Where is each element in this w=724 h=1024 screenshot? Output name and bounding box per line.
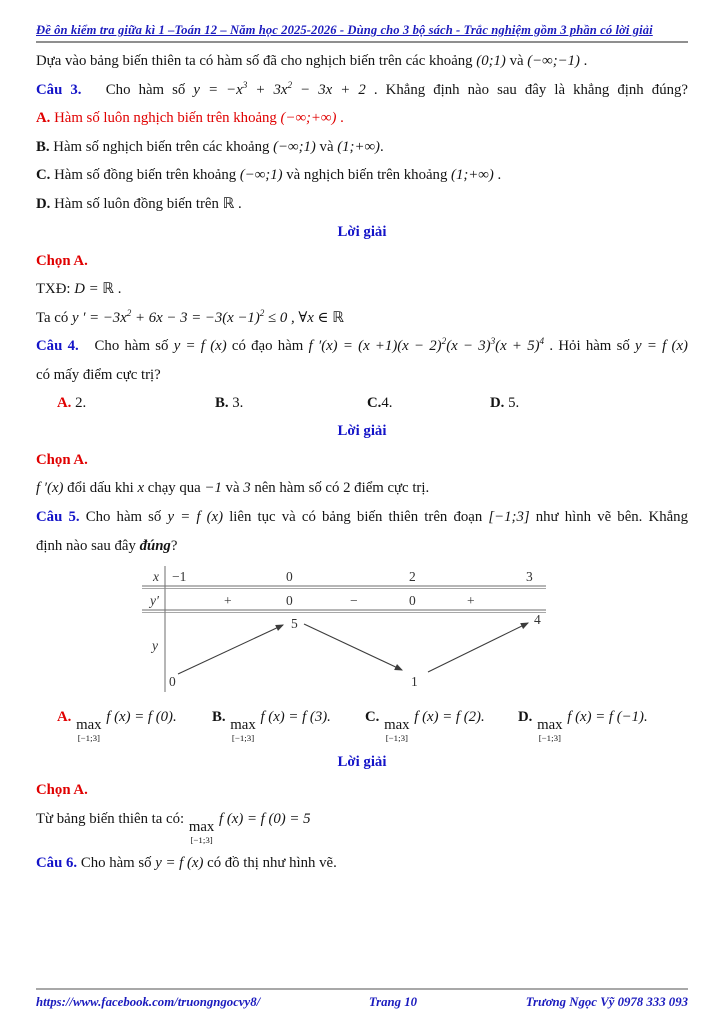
text-segment: Cho hàm số [77, 854, 156, 871]
text-segment: f (x) = f (3). [256, 709, 331, 726]
bbt-x-value-2: 2 [409, 569, 416, 585]
text-segment: (1;+∞) [337, 138, 380, 155]
question-3-text [81, 79, 688, 98]
text-segment: (−∞;1) [239, 167, 283, 184]
bbt-yprime-sign-3: 0 [409, 593, 416, 609]
text-segment: + 3x [247, 81, 288, 98]
max-label: max [230, 717, 256, 734]
text-segment: y = f (x) [173, 338, 227, 355]
text-segment: Cho hàm số [78, 338, 174, 355]
text-segment: có đồ thị như hình vẽ. [203, 854, 337, 871]
q5-option-b-text [229, 709, 331, 743]
text-segment: và [505, 53, 528, 69]
text-segment: . [234, 195, 242, 212]
max-operator [384, 718, 409, 743]
text-segment: . [114, 281, 122, 298]
text-segment: − 3x + 2 [292, 81, 366, 98]
q4-option-d [490, 395, 688, 412]
text-segment: 3 [243, 480, 251, 497]
variation-table-figure [142, 566, 688, 699]
bbt-x-value-1: 0 [286, 569, 293, 585]
text-segment: Ta có [36, 309, 72, 326]
text-segment: (−∞;−1) [527, 53, 580, 69]
q4-option-c-letter: C. [367, 395, 382, 412]
q4-options-row [36, 395, 688, 412]
question-6-text [77, 855, 337, 871]
q4-option-a [57, 395, 215, 412]
q3-option-a [36, 109, 688, 129]
text-segment: (−∞;+∞) [280, 110, 337, 127]
document-header-title: Đề ôn kiểm tra giữa kì 1 –Toán 12 – Năm học 2025-2026 - Dùng cho 3 bộ sách - Trắc nghiệm gồm 3 phần có lời giải [36, 23, 653, 37]
q5-option-a [57, 709, 212, 743]
text-segment: . [336, 110, 344, 127]
q5-loi-giai-heading: Lời giải [337, 753, 387, 770]
q5-option-c-letter: C. [365, 709, 380, 726]
max-label: max [537, 717, 563, 734]
text-segment: liên tục và có bảng biến thiên trên đoạn [223, 508, 489, 525]
question-5-number: Câu 5. [36, 508, 80, 525]
question-5-text [80, 509, 688, 525]
text-segment: y ′ = −3x [71, 309, 127, 326]
text-segment: f ′(x) = (x +1)(x − 2) [308, 338, 442, 355]
max-subscript: [−1;3] [190, 834, 213, 845]
q5-answer-choice: Chọn A. [36, 782, 88, 799]
question-4-text [79, 338, 688, 354]
q3-option-c-letter: C. [36, 167, 51, 184]
text-segment: 3 [490, 336, 496, 347]
text-segment: như hình vẽ bên. Khẳng [529, 508, 688, 525]
document-header [36, 0, 688, 43]
q3-option-a-letter: A. [36, 110, 51, 127]
q5-option-a-text [75, 709, 177, 743]
bbt-x-label: x [153, 569, 159, 585]
text-segment: Từ bảng biến thiên ta có: [36, 810, 188, 827]
text-segment: f (x) = f (0). [102, 709, 177, 726]
q3-option-b [36, 138, 688, 158]
q4-loi-giai-heading: Lời giải [337, 423, 387, 440]
text-segment: ? [170, 537, 178, 554]
text-segment: y = f (x) [635, 338, 688, 355]
text-segment: y = f (x) [167, 508, 224, 525]
q5-option-b-letter: B. [212, 709, 226, 726]
text-segment: đổi dấu khi [63, 480, 138, 497]
text-segment: Hàm số luôn đồng biến trên [54, 195, 223, 212]
max-operator [537, 718, 562, 743]
text-segment: (0;1) [476, 53, 506, 69]
question-4-title [36, 337, 688, 357]
text-segment: (x + 5) [495, 338, 540, 355]
text-segment: (1;+∞) [451, 167, 494, 184]
text-segment: chạy qua [144, 480, 205, 497]
text-segment: D = ℝ [74, 281, 115, 298]
max-operator [189, 820, 214, 845]
text-segment: x [137, 480, 145, 497]
text-segment: Cho hàm số [81, 81, 194, 98]
q5-option-a-letter: A. [57, 709, 72, 726]
bbt-yprime-label: y′ [150, 593, 159, 609]
q4-option-d-letter: D. [490, 395, 505, 412]
q5-options-row [36, 709, 688, 743]
bbt-x-value-0: −1 [172, 569, 187, 585]
variation-table-svg [142, 566, 562, 694]
bbt-yprime-sign-2: − [350, 593, 358, 609]
text-segment: Hàm số nghịch biến trên các khoảng [53, 138, 274, 155]
bbt-y-start: 0 [169, 674, 176, 690]
text-segment: TXĐ: [36, 281, 75, 298]
bbt-x-value-3: 3 [526, 569, 533, 585]
text-segment: ≤ 0 , ∀x ∈ ℝ [264, 309, 344, 326]
max-label: max [384, 717, 410, 734]
bbt-arrow-up-2 [428, 623, 528, 672]
text-segment: 2 [287, 79, 293, 90]
text-segment: f (x) = f (0) = 5 [215, 810, 311, 827]
q5-option-d [518, 709, 688, 743]
q5-option-d-letter: D. [518, 709, 533, 726]
text-segment: y = f (x) [155, 854, 204, 871]
q4-solution-line [36, 479, 688, 499]
bbt-yprime-sign-4: + [467, 593, 475, 609]
text-segment: 2 [259, 307, 265, 318]
q4-option-d-text: 5. [508, 395, 520, 412]
text-segment: + 6x − 3 = −3(x −1) [131, 309, 260, 326]
bbt-y-min: 1 [411, 674, 418, 690]
q5-option-d-text [536, 709, 648, 743]
q3-option-b-text [53, 139, 383, 155]
text-segment: có đạo hàm [226, 338, 309, 355]
text-segment: f (x) = f (2). [410, 709, 485, 726]
text-segment: đúng [139, 537, 171, 554]
text-segment: . Hỏi hàm số [544, 338, 636, 355]
text-segment: Hàm số đồng biến trên khoảng [54, 167, 240, 184]
previous-solution-text [36, 52, 688, 72]
q4-option-b-letter: B. [215, 395, 229, 412]
q3-solution-line-1 [36, 280, 688, 300]
text-segment: (x − 3) [446, 338, 491, 355]
q4-answer-choice: Chọn A. [36, 451, 88, 468]
question-5-title [36, 508, 688, 528]
text-segment: 3 [242, 79, 248, 90]
q4-option-b-text: 3. [232, 395, 244, 412]
q5-option-c-text [383, 709, 485, 743]
q3-option-c-text [54, 167, 501, 183]
text-segment: Dựa vào bảng biến thiên ta có hàm số đã cho nghịch biến trên các khoảng [36, 53, 477, 69]
q4-option-a-letter: A. [57, 395, 72, 412]
bbt-arrow-down [304, 624, 402, 670]
document-footer [36, 988, 688, 1010]
bbt-y-max: 5 [291, 616, 298, 632]
q3-option-d-text [54, 196, 242, 212]
q4-option-b [215, 395, 367, 412]
text-segment: . [379, 138, 384, 155]
text-segment: 4 [539, 336, 545, 347]
q3-solution-line-2 [36, 309, 688, 329]
text-segment: . [579, 53, 588, 69]
max-subscript: [−1;3] [385, 732, 408, 743]
text-segment: Hàm số luôn nghịch biến trên khoảng [54, 110, 281, 127]
max-label: max [76, 717, 102, 734]
q4-option-a-text: 2. [75, 395, 87, 412]
text-segment: Cho hàm số [79, 508, 168, 525]
max-label: max [188, 819, 215, 836]
footer-author-contact: Trương Ngọc Vỹ 0978 333 093 [525, 995, 688, 1009]
bbt-yprime-sign-1: 0 [286, 593, 293, 609]
text-segment: f ′(x) [36, 480, 64, 497]
q3-option-d-letter: D. [36, 195, 51, 212]
max-operator [230, 718, 255, 743]
question-6-number: Câu 6. [36, 854, 78, 871]
question-5-title-line2 [36, 537, 688, 557]
q3-loi-giai-heading: Lời giải [337, 224, 387, 241]
max-subscript: [−1;3] [77, 732, 100, 743]
text-segment: . Khẳng định nào sau đây là khẳng định đúng? [365, 81, 688, 98]
q4-option-c-text: 4. [381, 395, 393, 412]
text-segment: −1 [204, 480, 222, 497]
text-segment: và nghịch biến trên khoảng [282, 167, 452, 184]
bbt-y-label: y [152, 638, 158, 654]
text-segment: và [315, 138, 338, 155]
text-segment: nên hàm số có 2 điểm cực trị. [250, 480, 430, 497]
q3-option-a-text [54, 110, 344, 126]
q4-option-c [367, 395, 490, 412]
q5-solution-line [36, 810, 688, 845]
q5-option-b [212, 709, 365, 743]
bbt-y-end: 4 [534, 612, 541, 628]
footer-facebook-link[interactable]: https://www.facebook.com/truongngocvy8/ [36, 995, 261, 1009]
text-segment: 2 [441, 336, 447, 347]
text-segment: . [493, 167, 502, 184]
q3-option-c [36, 166, 688, 186]
bbt-arrow-up-1 [178, 625, 283, 674]
question-4-number: Câu 4. [36, 338, 79, 355]
footer-page-number: Trang 10 [368, 995, 418, 1009]
q3-option-b-letter: B. [36, 138, 50, 155]
max-subscript: [−1;3] [231, 732, 255, 743]
max-subscript: [−1;3] [538, 732, 561, 743]
q3-answer-choice: Chọn A. [36, 252, 88, 269]
text-segment: f (x) = f (−1). [563, 709, 648, 726]
text-segment: định nào sau đây [36, 537, 140, 554]
text-segment: y = −x [193, 81, 243, 98]
bbt-yprime-sign-0: + [224, 593, 232, 609]
document-content [0, 52, 724, 873]
q3-option-d [36, 195, 688, 215]
question-3-title [36, 81, 688, 101]
question-6-title [36, 854, 688, 874]
question-4-title-line2: có mấy điểm cực trị? [36, 366, 161, 383]
text-segment: 2 [126, 307, 132, 318]
max-operator [76, 718, 101, 743]
text-segment: và [221, 480, 244, 497]
text-segment: (−∞;1) [273, 138, 316, 155]
question-3-number: Câu 3. [36, 81, 82, 98]
q5-option-c [365, 709, 518, 743]
text-segment: ℝ [222, 195, 235, 212]
text-segment: [−1;3] [488, 508, 530, 525]
